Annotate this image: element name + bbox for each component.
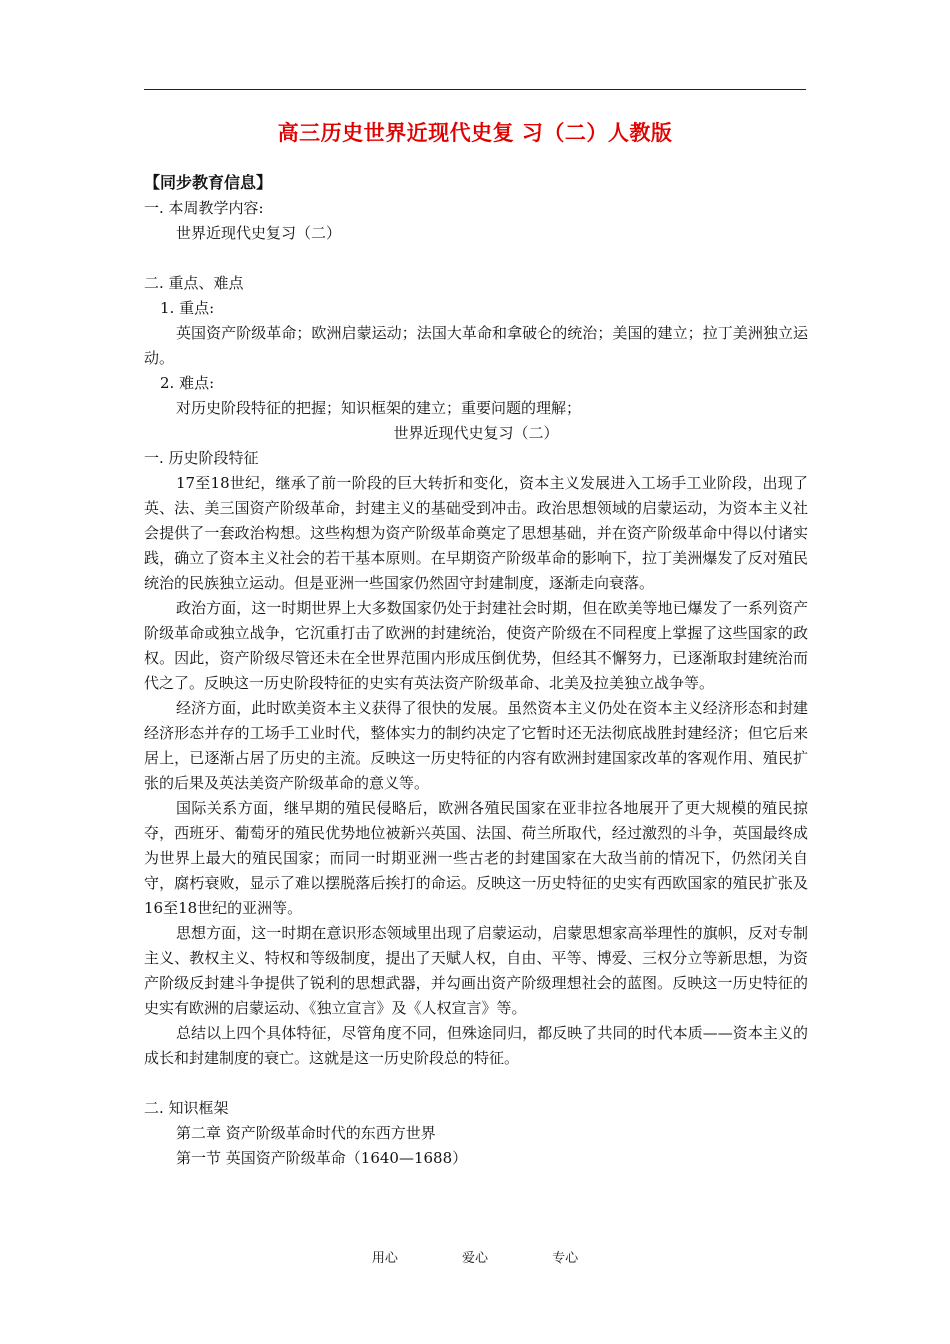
page-footer <box>0 1247 950 1266</box>
s2-key-text: 英国资产阶级革命；欧洲启蒙运动；法国大革命和拿破仑的统治；美国的建立；拉丁美洲独立运动。 <box>144 324 808 367</box>
part2-section: 第一节 英国资产阶级革命（1640—1688） <box>176 1149 468 1167</box>
part1-paragraph: 总结以上四个具体特征，尽管角度不同，但殊途同归，都反映了共同的时代本质——资本主义的成长和封建制度的衰亡。这就是这一历史阶段总的特征。 <box>144 1024 808 1067</box>
s2-key-label: 1. 重点: <box>160 299 215 317</box>
part1-paragraph: 经济方面，此时欧美资本主义获得了很快的发展。虽然资本主义仍处在资本主义经济形态和封建经济形态并存的工场手工业时代，整体实力的制约决定了它暂时还无法彻底战胜封建经济；但它后来居上，已逐渐占居了历史的主流。反映这一历史特征的内容有欧洲封建国家改革的客观作用、殖民扩张的后果及英法美资产阶级革命的意义等。 <box>144 699 808 792</box>
s2-difficult-label: 2. 难点: <box>160 374 215 392</box>
part1-paragraph: 思想方面，这一时期在意识形态领域里出现了启蒙运动，启蒙思想家高举理性的旗帜，反对专制主义、教权主义、特权和等级制度，提出了天赋人权，自由、平等、博爱、三权分立等新思想，为资产阶级反封建斗争提供了锐利的思想武器，并勾画出资产阶级理想社会的蓝图。反映这一历史特征的史实有欧洲的启蒙运动、《独立宣言》及《人权宣言》等。 <box>144 924 808 1017</box>
header-rule <box>144 89 806 90</box>
part2-heading: 二. 知识框架 <box>144 1099 229 1117</box>
part1-paragraph: 国际关系方面，继早期的殖民侵略后，欧洲各殖民国家在亚非拉各地展开了更大规模的殖民掠夺，西班牙、葡萄牙的殖民优势地位被新兴英国、法国、荷兰所取代，经过激烈的斗争，英国最终成为世界上最大的殖民国家；而同一时期亚洲一些古老的封建国家在大敌当前的情况下，仍然闭关自守，腐朽衰败，显示了难以摆脱落后挨打的命运。反映这一历史特征的史实有西欧国家的殖民扩张及16至18世纪的亚洲等。 <box>144 799 808 917</box>
center-title: 世界近现代史复习（二） <box>393 424 559 442</box>
s2-heading: 二. 重点、难点 <box>144 274 244 292</box>
s1-content: 世界近现代史复习（二） <box>176 224 342 242</box>
section-header: 【同步教育信息】 <box>144 173 273 192</box>
document-body <box>144 170 808 1171</box>
s2-difficult-text: 对历史阶段特征的把握；知识框架的建立；重要问题的理解； <box>176 399 582 417</box>
footer-word: 爱心 <box>461 1251 488 1266</box>
footer-word: 用心 <box>371 1251 398 1266</box>
s1-heading: 一. 本周教学内容: <box>144 199 264 217</box>
document-title: 高三历史世界近现代史复 习（二）人教版 <box>277 121 673 145</box>
part1-heading: 一. 历史阶段特征 <box>144 449 259 467</box>
footer-word: 专心 <box>552 1251 579 1266</box>
part1-paragraph: 17至18世纪，继承了前一阶段的巨大转折和变化，资本主义发展进入工场手工业阶段，出现了英、法、美三国资产阶级革命，封建主义的基础受到冲击。政治思想领域的启蒙运动，为资本主义社会提供了一套政治构想。这些构想为资产阶级革命奠定了思想基础，并在资产阶级革命中得以付诸实践，确立了资本主义社会的若干基本原则。在早期资产阶级革命的影响下，拉丁美洲爆发了反对殖民统治的民族独立运动。但是亚洲一些国家仍然固守封建制度，逐渐走向衰落。 <box>144 474 808 592</box>
part1-paragraph: 政治方面，这一时期世界上大多数国家仍处于封建社会时期，但在欧美等地已爆发了一系列资产阶级革命或独立战争，它沉重打击了欧洲的封建统治，使资产阶级在不同程度上掌握了这些国家的政权。因此，资产阶级尽管还未在全世界范围内形成压倒优势，但经其不懈努力，已逐渐取封建统治而代之了。反映这一历史阶段特征的史实有英法资产阶级革命、北美及拉美独立战争等。 <box>144 599 808 692</box>
part2-chapter: 第二章 资产阶级革命时代的东西方世界 <box>176 1124 436 1142</box>
